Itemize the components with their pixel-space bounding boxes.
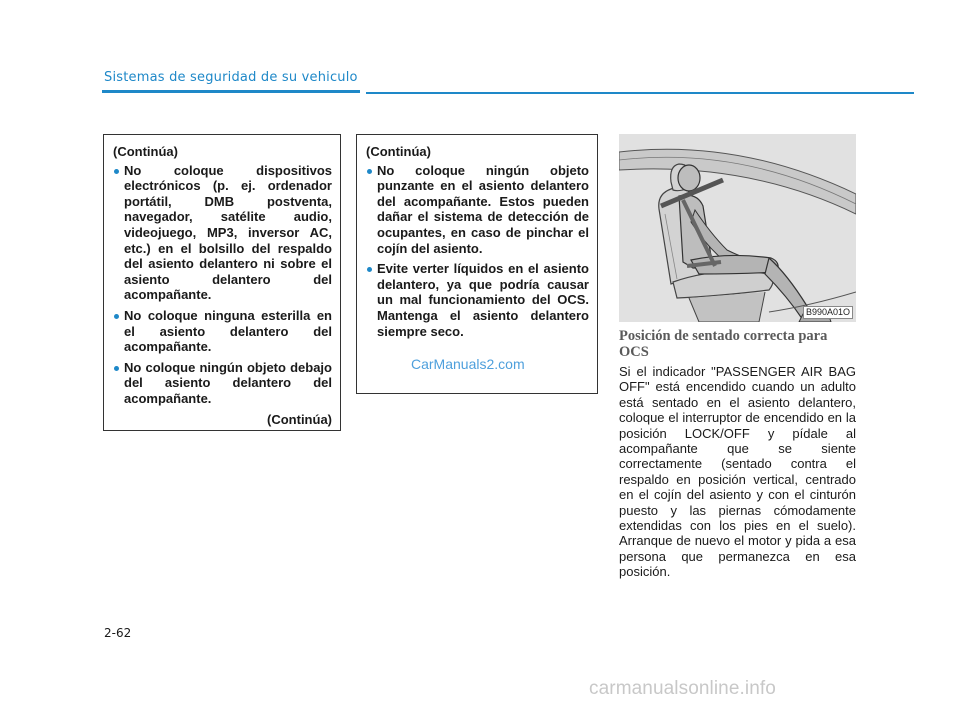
continued-heading: (Continúa) xyxy=(366,144,431,159)
continued-heading: (Continúa) xyxy=(113,144,178,159)
figure-code-label: B990A01O xyxy=(803,306,853,319)
header-rule-thin xyxy=(366,92,914,94)
seated-passenger-drawing xyxy=(619,134,856,322)
warning-list xyxy=(113,163,332,407)
warning-list xyxy=(366,163,589,340)
list-item xyxy=(366,261,589,339)
list-item-text: No coloque ningún objeto debajo del asiento delantero del acompañante. xyxy=(124,359,332,406)
list-item xyxy=(113,163,332,303)
list-item xyxy=(113,360,332,407)
list-item-text: No coloque ningún objeto punzante en el asiento delantero del acompañante. Estos pueden dañar el sistema de detección de ocupantes, en caso de pinchar el cojín del asiento. xyxy=(377,162,589,256)
list-item-text: No coloque ninguna esterilla en el asiento delantero del acompañante. xyxy=(124,307,332,355)
list-item xyxy=(366,163,589,257)
warning-box-middle xyxy=(356,134,598,394)
section-heading: Posición de sentado correcta para OCS xyxy=(619,328,828,360)
page-number: 2-62 xyxy=(104,626,132,640)
bullet-icon xyxy=(367,169,372,174)
watermark-link[interactable]: CarManuals2.com xyxy=(411,356,525,372)
list-item xyxy=(113,308,332,355)
bullet-icon xyxy=(114,366,119,371)
running-header-title: Sistemas de seguridad de su vehiculo xyxy=(104,70,358,85)
footer-watermark[interactable]: carmanualsonline.info xyxy=(589,678,776,699)
list-item-text: Evite verter líquidos en el asiento delantero, ya que podría causar un mal funcionamiento del OCS. Mantenga el asiento delantero siempre seco. xyxy=(377,261,589,339)
section-body-text: Si el indicador "PASSENGER AIR BAG OFF" está encendido cuando un adulto está sentado en el asiento delantero, coloque el interruptor de encendido en la posición LOCK/OFF y pídale al acompañante que se siente correctamente (sentado contra el respaldo en posición vertical, centrado en el cojín del asiento y con el cinturón puesto y las piernas cómodamente extendidas con los pies en el suelo). Arranque de nuevo el motor y pida a esa persona que permanezca en esa posición. xyxy=(619,364,856,580)
continued-footer: (Continúa) xyxy=(267,411,332,427)
seating-position-illustration xyxy=(619,134,856,322)
bullet-icon xyxy=(114,314,119,319)
list-item-text: No coloque dispositivos electrónicos (p. ej. ordenador portátil, DMB postventa, navegador, satélite audio, videojuego, MP3, inversor AC, etc.) en el bolsillo del respaldo del asiento delantero ni sobre el asiento delantero del acompañante. xyxy=(124,162,332,303)
header-rule-thick xyxy=(102,90,360,93)
warning-box-left xyxy=(103,134,341,431)
bullet-icon xyxy=(114,169,119,174)
bullet-icon xyxy=(367,267,372,272)
